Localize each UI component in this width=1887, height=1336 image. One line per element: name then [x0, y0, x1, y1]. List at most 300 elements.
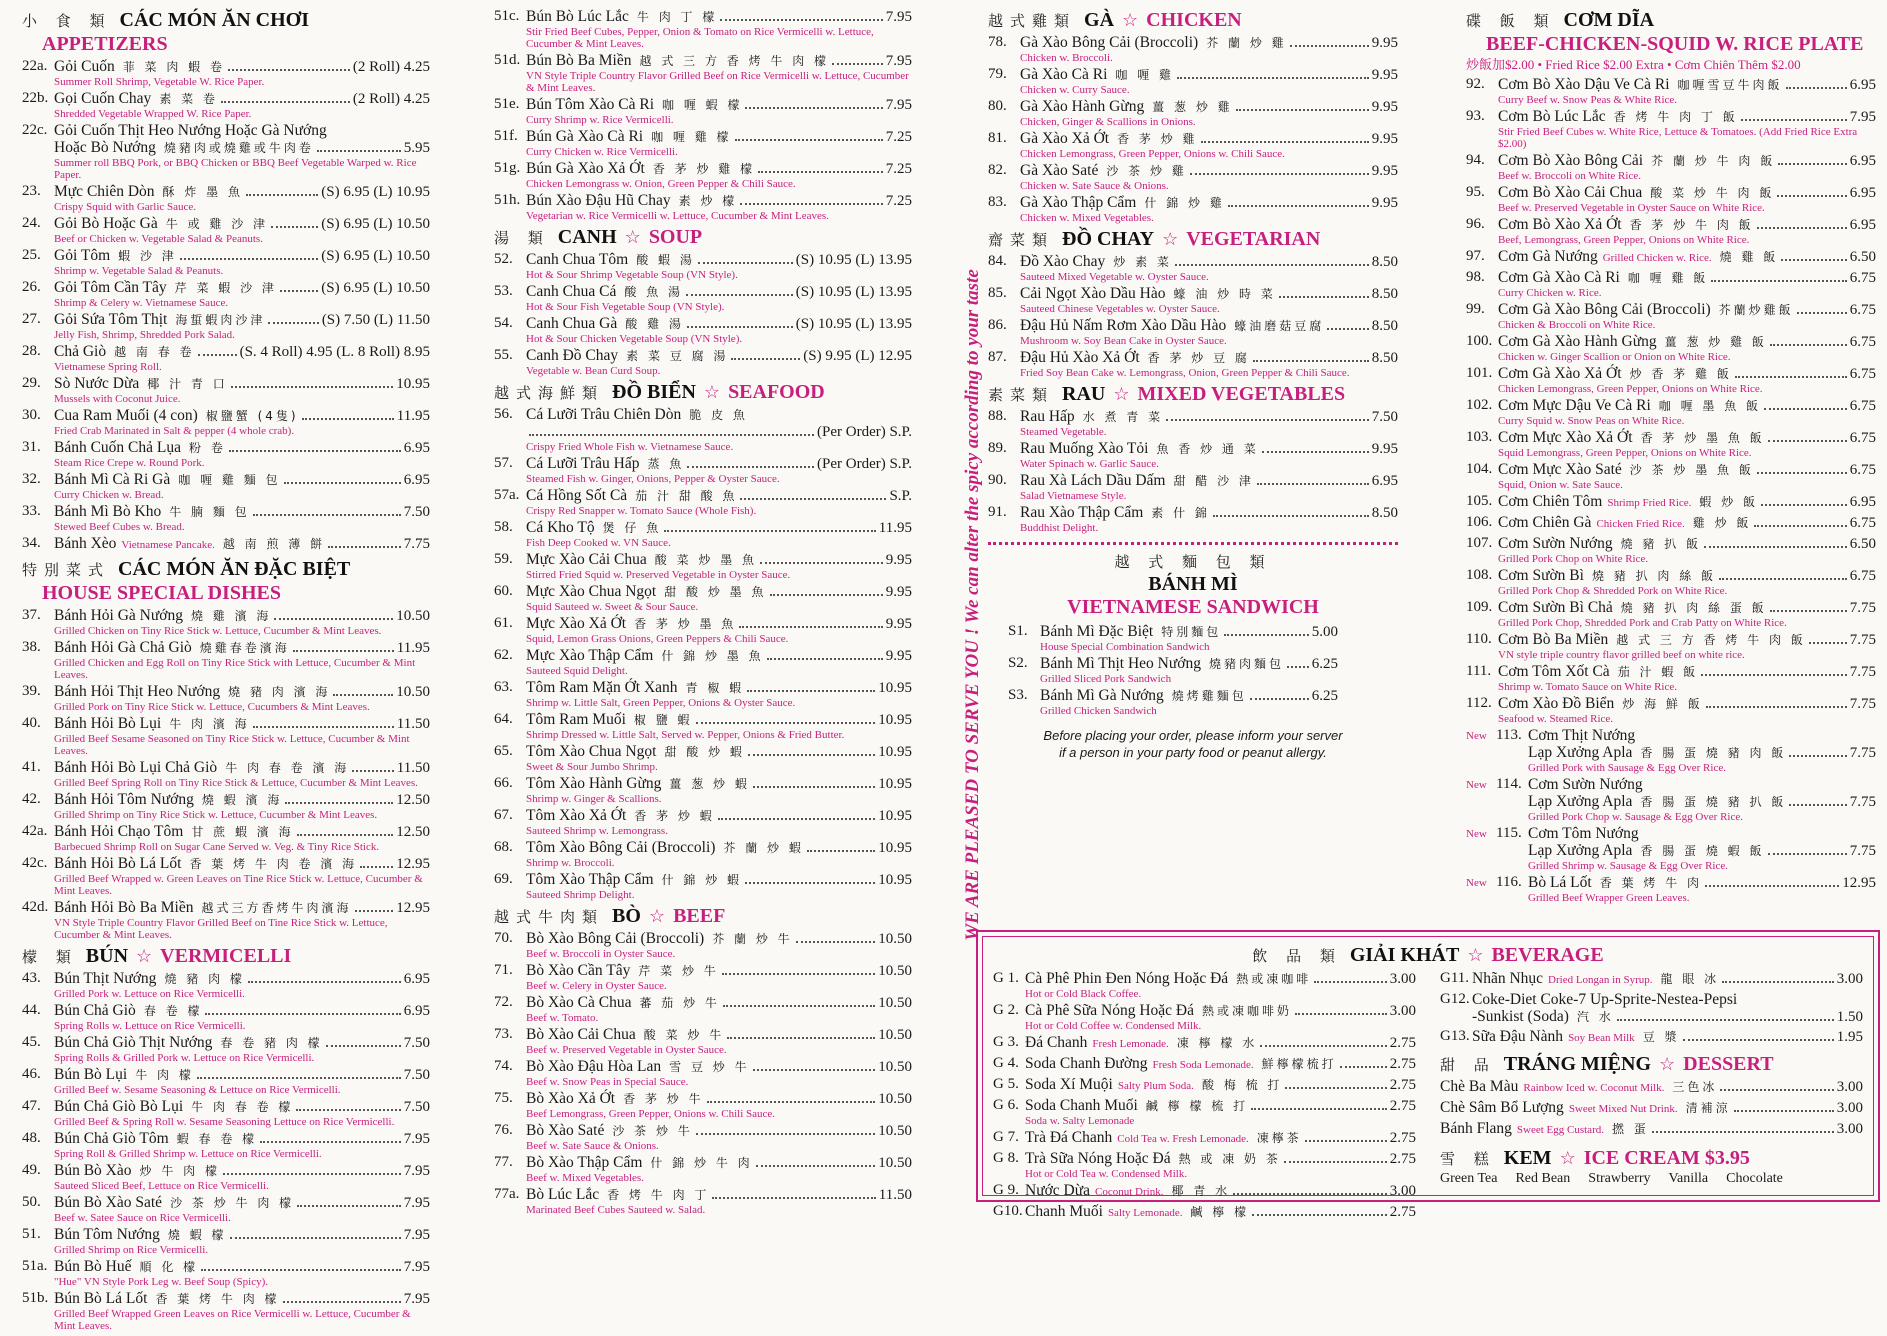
item-inline-desc: Vietnamese Pancake.: [121, 539, 215, 551]
star-icon: ☆: [1659, 1054, 1676, 1074]
item-line: [54, 1290, 430, 1308]
menu-item: [494, 647, 912, 677]
item-body: [1020, 440, 1398, 470]
dot-leader: [1754, 525, 1846, 527]
item-name: Cơm Gà Nướng: [1498, 248, 1598, 265]
item-inline-desc: Salty Lemonade.: [1107, 1207, 1183, 1219]
item-price: 10.50: [396, 684, 430, 700]
item-chinese-name: 熱或凍咖啡: [1236, 972, 1312, 986]
item-line: [526, 615, 912, 633]
item-number: 23.: [22, 183, 41, 199]
item-price: 6.75: [1849, 398, 1876, 414]
dot-leader: [1809, 642, 1847, 644]
item-name: Bún Chả Giò: [54, 1002, 136, 1019]
item-description: Fried Soy Bean Cake w. Lemongrass, Onion, Green Pepper & Chili Sauce.: [1020, 367, 1350, 379]
item-name: Cơm Bò Xào Xả Ớt: [1498, 216, 1622, 233]
item-chinese-name: 甜 酸 炒 墨 魚: [664, 585, 767, 599]
item-description: Grilled Pork Chop & Shredded Pork on White Rice.: [1498, 585, 1728, 597]
dot-leader: [739, 626, 882, 628]
item-description: Hot or Cold Tea w. Condensed Milk.: [1025, 1168, 1188, 1180]
item-name: Bánh Mì Cà Ri Gà: [54, 471, 171, 488]
item-description: Grilled Sliced Pork Sandwich: [1040, 673, 1172, 685]
item-price: 7.50: [403, 504, 430, 520]
item-name: Canh Chua Tôm: [526, 251, 629, 268]
menu-section: [988, 228, 1398, 379]
menu-column-1: [22, 6, 430, 1336]
item-description: Squid, Lemon Grass Onions, Green Peppers & Chili Sauce.: [526, 633, 789, 645]
item-number: 108.: [1466, 567, 1493, 583]
item-description: Spring Rolls & Grilled Pork w. Lettuce on Rice Vermicelli.: [54, 1052, 315, 1064]
menu-item: [494, 679, 912, 709]
dot-leader: [687, 326, 793, 328]
item-number: 42.: [22, 791, 41, 807]
item-name: Tôm Xào Xả Ớt: [526, 807, 627, 824]
menu-item: [1466, 301, 1876, 331]
item-body: [54, 759, 430, 789]
dot-leader: [722, 973, 875, 975]
menu-item: [494, 406, 912, 453]
menu-item: [22, 279, 430, 309]
item-number: 75.: [494, 1090, 513, 1106]
item-description: Chicken Lemongrass w. Onion, Green Pepper & Chili Sauce.: [526, 178, 796, 190]
item-number: G13.: [1440, 1028, 1470, 1044]
item-body: [1020, 408, 1398, 438]
item-price: (2 Roll) 4.25: [352, 91, 430, 107]
item-number: 110.: [1466, 631, 1492, 647]
dot-leader: [1250, 698, 1309, 700]
item-body: [526, 1090, 912, 1120]
item-name: Chả Giò: [54, 343, 107, 360]
item-line: [526, 679, 912, 697]
menu-item: [1466, 216, 1876, 246]
item-name: Bún Tôm Xào Cà Ri: [526, 96, 655, 113]
item-chinese-name: 菲 菜 肉 蝦 卷: [122, 60, 225, 74]
dot-leader: [1314, 981, 1387, 983]
item-number: 98.: [1466, 269, 1485, 285]
dot-leader: [1190, 173, 1369, 175]
menu-item: [988, 194, 1398, 224]
item-number: 34.: [22, 535, 41, 551]
item-description: Marinated Beef Cubes Sauteed w. Salad.: [526, 1204, 706, 1216]
item-name: Tôm Xào Thập Cẩm: [526, 871, 654, 888]
item-description: Grilled Shrimp on Tiny Rice Stick w. Lettuce, Cucumber & Mint Leaves.: [54, 809, 378, 821]
item-number: G 1.: [993, 970, 1019, 986]
item-body: [526, 930, 912, 960]
item-number: 55.: [494, 347, 513, 363]
dot-leader: [723, 1005, 875, 1007]
item-price: 12.95: [396, 856, 430, 872]
item-price: 6.95: [1849, 153, 1876, 169]
item-description: Grilled Pork w. Lettuce on Rice Vermicelli.: [54, 988, 245, 1000]
item-line: [1040, 687, 1338, 705]
item-description: Chicken Lemongrass, Green Pepper, Onions w. Chili Sauce.: [1020, 148, 1285, 160]
dot-leader: [753, 1069, 876, 1071]
item-line: [54, 1034, 430, 1052]
item-chinese-name: 水 煮 青 菜: [1082, 410, 1164, 424]
item-price: 6.95: [1849, 77, 1876, 93]
item-chinese-name: 香 腸 蛋 燒 蝦 飯: [1640, 844, 1765, 858]
item-line: [526, 192, 912, 210]
item-body: [1020, 317, 1398, 347]
dot-leader: [696, 1133, 875, 1135]
item-price: 7.25: [885, 161, 912, 177]
item-chinese-name: 煲 仔 魚: [602, 521, 662, 535]
dot-leader: [1251, 1108, 1387, 1110]
item-line: [1498, 429, 1876, 447]
item-description: House Special Combination Sandwich: [1040, 641, 1210, 653]
item-line: [54, 715, 430, 733]
item-number: 60.: [494, 583, 513, 599]
item-body: [54, 607, 430, 637]
item-chinese-name: 三色冰: [1672, 1080, 1718, 1094]
item-number: 67.: [494, 807, 513, 823]
item-body: [54, 791, 430, 821]
item-chinese-name: 薑 葱 炒 蝦: [669, 777, 750, 791]
item-chinese-name: 炒 牛 肉 檬: [139, 1164, 220, 1178]
dot-leader: [1719, 578, 1847, 580]
item-body: [1020, 194, 1398, 224]
item-number: 28.: [22, 343, 41, 359]
menu-section: [22, 9, 430, 554]
item-description: Stewed Beef Cubes w. Bread.: [54, 521, 185, 533]
dot-leader: [758, 171, 883, 173]
item-number: 53.: [494, 283, 513, 299]
item-description: Sauteed Chinese Vegetables w. Oyster Sauce.: [1020, 303, 1220, 315]
item-line: [1498, 535, 1876, 553]
item-chinese-name: 椒鹽蟹 (4隻): [205, 409, 299, 423]
item-price: 10.50: [878, 1059, 912, 1075]
item-body: [54, 1098, 430, 1128]
item-chinese-name: 什 錦 炒 牛 肉: [650, 1156, 753, 1170]
dot-leader: [297, 1205, 401, 1207]
item-line: [526, 962, 912, 980]
item-chinese-name: 芥 蘭 炒 牛: [712, 932, 793, 946]
menu-column-2: [494, 6, 912, 1220]
item-description: Fried Crab Marinated in Salt & pepper (4 whole crab).: [54, 425, 295, 437]
item-body: [1472, 970, 1863, 989]
dot-leader: [1734, 1110, 1834, 1112]
item-number: 74.: [494, 1058, 513, 1074]
item-price: 11.95: [878, 520, 912, 536]
item-name: Bún Chả Giò Bò Lụi: [54, 1098, 184, 1115]
item-name: Cơm Chiên Gà: [1498, 514, 1592, 531]
star-icon: ☆: [136, 946, 153, 966]
sandwich-title-en: VIETNAMESE SANDWICH: [1067, 596, 1319, 618]
item-body: [1020, 98, 1398, 128]
item-price: 6.95: [403, 440, 430, 456]
menu-item: [22, 1098, 430, 1128]
dot-leader: [796, 941, 876, 943]
item-number: 90.: [988, 472, 1007, 488]
dot-leader: [664, 530, 876, 532]
item-line: [1498, 599, 1876, 617]
dot-leader: [180, 258, 318, 260]
item-description: Hot & Sour Shrimp Vegetable Soup (VN Style).: [526, 269, 738, 281]
item-line: [1498, 301, 1876, 319]
item-line: [1498, 365, 1876, 383]
item-price: 3.00: [1836, 1121, 1863, 1137]
item-line: [1498, 461, 1876, 479]
menu-item: [494, 583, 912, 613]
item-body: [54, 683, 430, 713]
item-line: [526, 647, 912, 665]
item-name: Bánh Hỏi Gà Nướng: [54, 607, 183, 624]
menu-item: [993, 1150, 1416, 1180]
dot-leader: [302, 418, 394, 420]
item-chinese-name: 素 菜 豆 腐 湯: [626, 349, 729, 363]
item-description: Beef w. Sate Sauce & Onions.: [526, 1140, 659, 1152]
item-line: [54, 439, 430, 457]
item-number: 93.: [1466, 108, 1485, 124]
dot-leader: [229, 450, 401, 452]
menu-item: [494, 1090, 912, 1120]
item-description: Hot & Sour Fish Vegetable Soup (VN Style).: [526, 301, 725, 313]
item-body: [1025, 1055, 1416, 1074]
item-chinese-name: 豆 漿: [1642, 1030, 1680, 1044]
item-line: [54, 139, 430, 157]
item-line: [526, 96, 912, 114]
item-name: Cơm Sườn Bì: [1498, 567, 1584, 584]
dot-leader: [285, 802, 393, 804]
item-number: 24.: [22, 215, 41, 231]
item-number: 39.: [22, 683, 41, 699]
section-title-vn: ĐỒ CHAY: [1062, 228, 1155, 250]
item-inline-desc: Chicken Fried Rice.: [1596, 518, 1685, 530]
item-description: Barbecued Shrimp Roll on Sugar Cane Served w. Veg. & Tiny Rice Stick.: [54, 841, 380, 853]
item-description: Jelly Fish, Shrimp, Shredded Pork Salad.: [54, 329, 235, 341]
item-description: Grilled Beef Sesame Seasoned on Tiny Rice Stick w. Lettuce, Cucumber & Mint Leaves.: [54, 733, 410, 757]
item-name: Cơm Bò Lúc Lắc: [1498, 108, 1606, 125]
item-name: Cơm Tôm Xốt Cà: [1498, 663, 1610, 680]
item-line: [1440, 1078, 1863, 1097]
item-number: 59.: [494, 551, 513, 567]
item-inline-desc: Soy Bean Milk: [1568, 1032, 1635, 1044]
item-chinese-name: 越 南 春 卷: [114, 345, 195, 359]
star-icon: ☆: [1559, 1148, 1576, 1168]
dot-leader: [201, 1269, 401, 1271]
item-name: Gỏi Sứa Tôm Thịt: [54, 311, 168, 328]
item-description: Grilled Beef Wrapped w. Green Leaves on Tine Rice Stick w. Lettuce, Cucumber & Mint Leaves.: [54, 873, 423, 897]
item-line: [1498, 333, 1876, 351]
menu-item: [22, 503, 430, 533]
item-number: 68.: [494, 839, 513, 855]
menu-item: [494, 775, 912, 805]
item-description: Beef w. Tomato.: [526, 1012, 599, 1024]
item-price: 6.75: [1849, 334, 1876, 350]
item-price: (S. 4 Roll) 4.95 (L. 8 Roll) 8.95: [239, 344, 430, 360]
item-body: [1472, 1028, 1863, 1047]
item-name: Cá Lưỡi Trâu Chiên Dòn: [526, 406, 682, 423]
item-line: [1020, 253, 1398, 271]
menu-section: [494, 381, 912, 901]
menu-item: [22, 823, 430, 853]
item-body: [1498, 631, 1876, 661]
menu-item: [22, 1258, 430, 1288]
allergy-note: [988, 727, 1398, 761]
item-chinese-name: 酸 雞 湯: [625, 317, 684, 331]
dot-leader: [1768, 853, 1847, 855]
item-description: Stir Fried Beef Cubes, Pepper, Onion & Tomato on Rice Vermicelli w. Lettuce, Cucumber & Mint Leaves.: [526, 26, 874, 50]
item-chinese-name: 燒豬肉或燒雞或牛肉卷: [163, 141, 314, 155]
item-number: 66.: [494, 775, 513, 791]
item-number: 43.: [22, 970, 41, 986]
item-name: Mực Xào Xả Ớt: [526, 615, 627, 632]
item-line: [526, 424, 912, 441]
item-description: Vegetable w. Bean Curd Soup.: [526, 365, 661, 377]
item-body: [1020, 349, 1398, 379]
section-title-vn: BÚN: [85, 945, 129, 967]
item-name: Cơm Gà Xào Hành Gừng: [1498, 333, 1657, 350]
item-chinese-name: 燒 雞 濱 海: [190, 609, 272, 623]
section-header: [988, 228, 1398, 251]
item-name: Bún Bò Xào: [54, 1162, 132, 1179]
item-body: [526, 315, 912, 345]
dot-leader: [1770, 610, 1847, 612]
item-description: Chicken w. Sate Sauce & Onions.: [1020, 180, 1169, 192]
item-line: [54, 1130, 430, 1148]
item-chinese-name: 脆 皮 魚: [689, 408, 748, 422]
item-price: 6.25: [1311, 656, 1338, 672]
item-description: Beef Lemongrass, Green Pepper, Onions w. Chili Sauce.: [526, 1108, 776, 1120]
item-body: [526, 1154, 912, 1184]
dot-leader: [1201, 141, 1369, 143]
section-header: [22, 9, 430, 32]
item-price: 11.95: [396, 640, 430, 656]
menu-item: [993, 1034, 1416, 1053]
item-name: Cơm Bò Xào Dậu Ve Cà Ri: [1498, 76, 1670, 93]
item-name: Rau Xào Thập Cẩm: [1020, 504, 1144, 521]
item-price: 7.75: [1849, 696, 1876, 712]
item-body: [54, 343, 430, 373]
item-price: 7.75: [1849, 664, 1876, 680]
item-number: 51e.: [494, 96, 520, 112]
beverage-header-zh: 飲 品 類: [1252, 947, 1342, 965]
dot-leader: [707, 1101, 876, 1103]
icecream-flavors: [1440, 1171, 1863, 1187]
item-inline-desc: Sweet Mixed Nut Drink.: [1568, 1103, 1678, 1115]
menu-item: [494, 192, 912, 222]
menu-item: [993, 1129, 1416, 1148]
allergy-note-line-1: Before placing your order, please inform your server: [1043, 728, 1343, 743]
menu-item: [993, 970, 1416, 1000]
item-body: [54, 375, 430, 405]
item-inline-desc: Dried Longan in Syrup.: [1548, 974, 1653, 986]
item-name: Bánh Hỏi Tôm Nướng: [54, 791, 194, 808]
dot-leader: [1778, 163, 1847, 165]
item-number: 58.: [494, 519, 513, 535]
item-line: [1020, 317, 1398, 335]
dot-leader: [1257, 483, 1369, 485]
item-number: 51f.: [494, 128, 518, 144]
item-line: [54, 1098, 430, 1116]
dot-leader: [747, 690, 875, 692]
item-name: Bò Xào Cải Chua: [526, 1026, 636, 1043]
item-name: Cơm Mực Xào Xả Ớt: [1498, 429, 1633, 446]
item-line: [526, 1154, 912, 1172]
item-number: 106.: [1466, 514, 1493, 530]
item-price: 6.75: [1849, 366, 1876, 382]
dot-leader: [293, 650, 394, 652]
item-chinese-name: 香 葉 烤 牛 肉: [1599, 876, 1702, 890]
dot-leader: [1652, 1131, 1834, 1133]
section-title-zh: 越式海鮮類: [494, 384, 605, 402]
item-description: Shrimp Dressed w. Little Salt, Served w. Pepper, Onions & Fried Butter.: [526, 729, 845, 741]
item-description: Steam Rice Crepe w. Round Pork.: [54, 457, 205, 469]
item-line: [1498, 397, 1876, 415]
item-description: Beef w. Preserved Vegetable in Oyster Sauce on White Rice.: [1498, 202, 1765, 214]
menu-item: [22, 1162, 430, 1192]
item-chinese-name: 沙 茶 炒 牛: [612, 1124, 693, 1138]
item-chinese-name: 牛 肉 丁 檬: [636, 10, 718, 24]
menu-item: [22, 899, 430, 941]
item-name: Bò Lá Lốt: [1528, 874, 1592, 891]
menu-column-4: [1466, 6, 1876, 908]
item-number: 78.: [988, 34, 1007, 50]
item-description: Vegetarian w. Rice Vermicelli w. Lettuce, Cucumber & Mint Leaves.: [526, 210, 829, 222]
item-body: [1498, 599, 1876, 629]
menu-item: [993, 1203, 1416, 1222]
item-body: [54, 535, 430, 554]
item-price: 7.95: [403, 1227, 430, 1243]
item-number: 87.: [988, 349, 1007, 365]
menu-item: [988, 440, 1398, 470]
item-price: 12.95: [1842, 875, 1876, 891]
item-inline-desc: Rainbow Iced w. Coconut Milk.: [1523, 1082, 1665, 1094]
item-name: Cơm Xào Đồ Biển: [1498, 695, 1615, 712]
item-number: 32.: [22, 471, 41, 487]
item-price: 10.50: [878, 931, 912, 947]
item-name: Cải Ngọt Xào Dầu Hào: [1020, 285, 1166, 302]
item-chinese-name: 燒 豬 扒 肉 絲 飯: [1591, 569, 1717, 583]
item-body: [526, 455, 912, 485]
item-chinese-name: 甘 蔗 蝦 濱 海: [191, 825, 294, 839]
item-description: Chicken Lemongrass, Green Pepper, Onions on White Rice.: [1498, 383, 1763, 395]
item-body: [526, 283, 912, 313]
item-name: Bún Bò Lá Lốt: [54, 1290, 148, 1307]
item-price: 12.50: [396, 824, 430, 840]
dot-leader: [1711, 280, 1846, 282]
item-chinese-name: 素 什 錦: [1151, 506, 1210, 520]
item-line: [54, 683, 430, 701]
item-number: 88.: [988, 408, 1007, 424]
item-number: 51.: [22, 1226, 41, 1242]
item-name: Chè Ba Màu: [1440, 1078, 1519, 1095]
dot-leader: [333, 694, 393, 696]
menu-item: [22, 1130, 430, 1160]
item-body: [526, 679, 912, 709]
dot-leader: [745, 107, 882, 109]
item-number: 45.: [22, 1034, 41, 1050]
menu-item: [988, 253, 1398, 283]
menu-item: [993, 1055, 1416, 1074]
dot-leader: [326, 1045, 401, 1047]
item-number: 99.: [1466, 301, 1485, 317]
menu-item: [1440, 1120, 1863, 1139]
item-price: 10.95: [878, 744, 912, 760]
item-description: Crispy Fried Whole Fish w. Vietnamese Sauce.: [526, 441, 734, 453]
menu-item: [22, 122, 430, 181]
item-price: 1.50: [1836, 1009, 1863, 1025]
menu-item: [22, 715, 430, 757]
menu-item: [22, 183, 430, 213]
section-header: [494, 381, 912, 404]
item-number: 80.: [988, 98, 1007, 114]
dot-leader: [687, 466, 814, 468]
item-name: Cơm Mực Dậu Ve Cà Ri: [1498, 397, 1651, 414]
item-body: [526, 647, 912, 677]
item-price: 11.50: [396, 760, 430, 776]
item-body: [1020, 504, 1398, 534]
